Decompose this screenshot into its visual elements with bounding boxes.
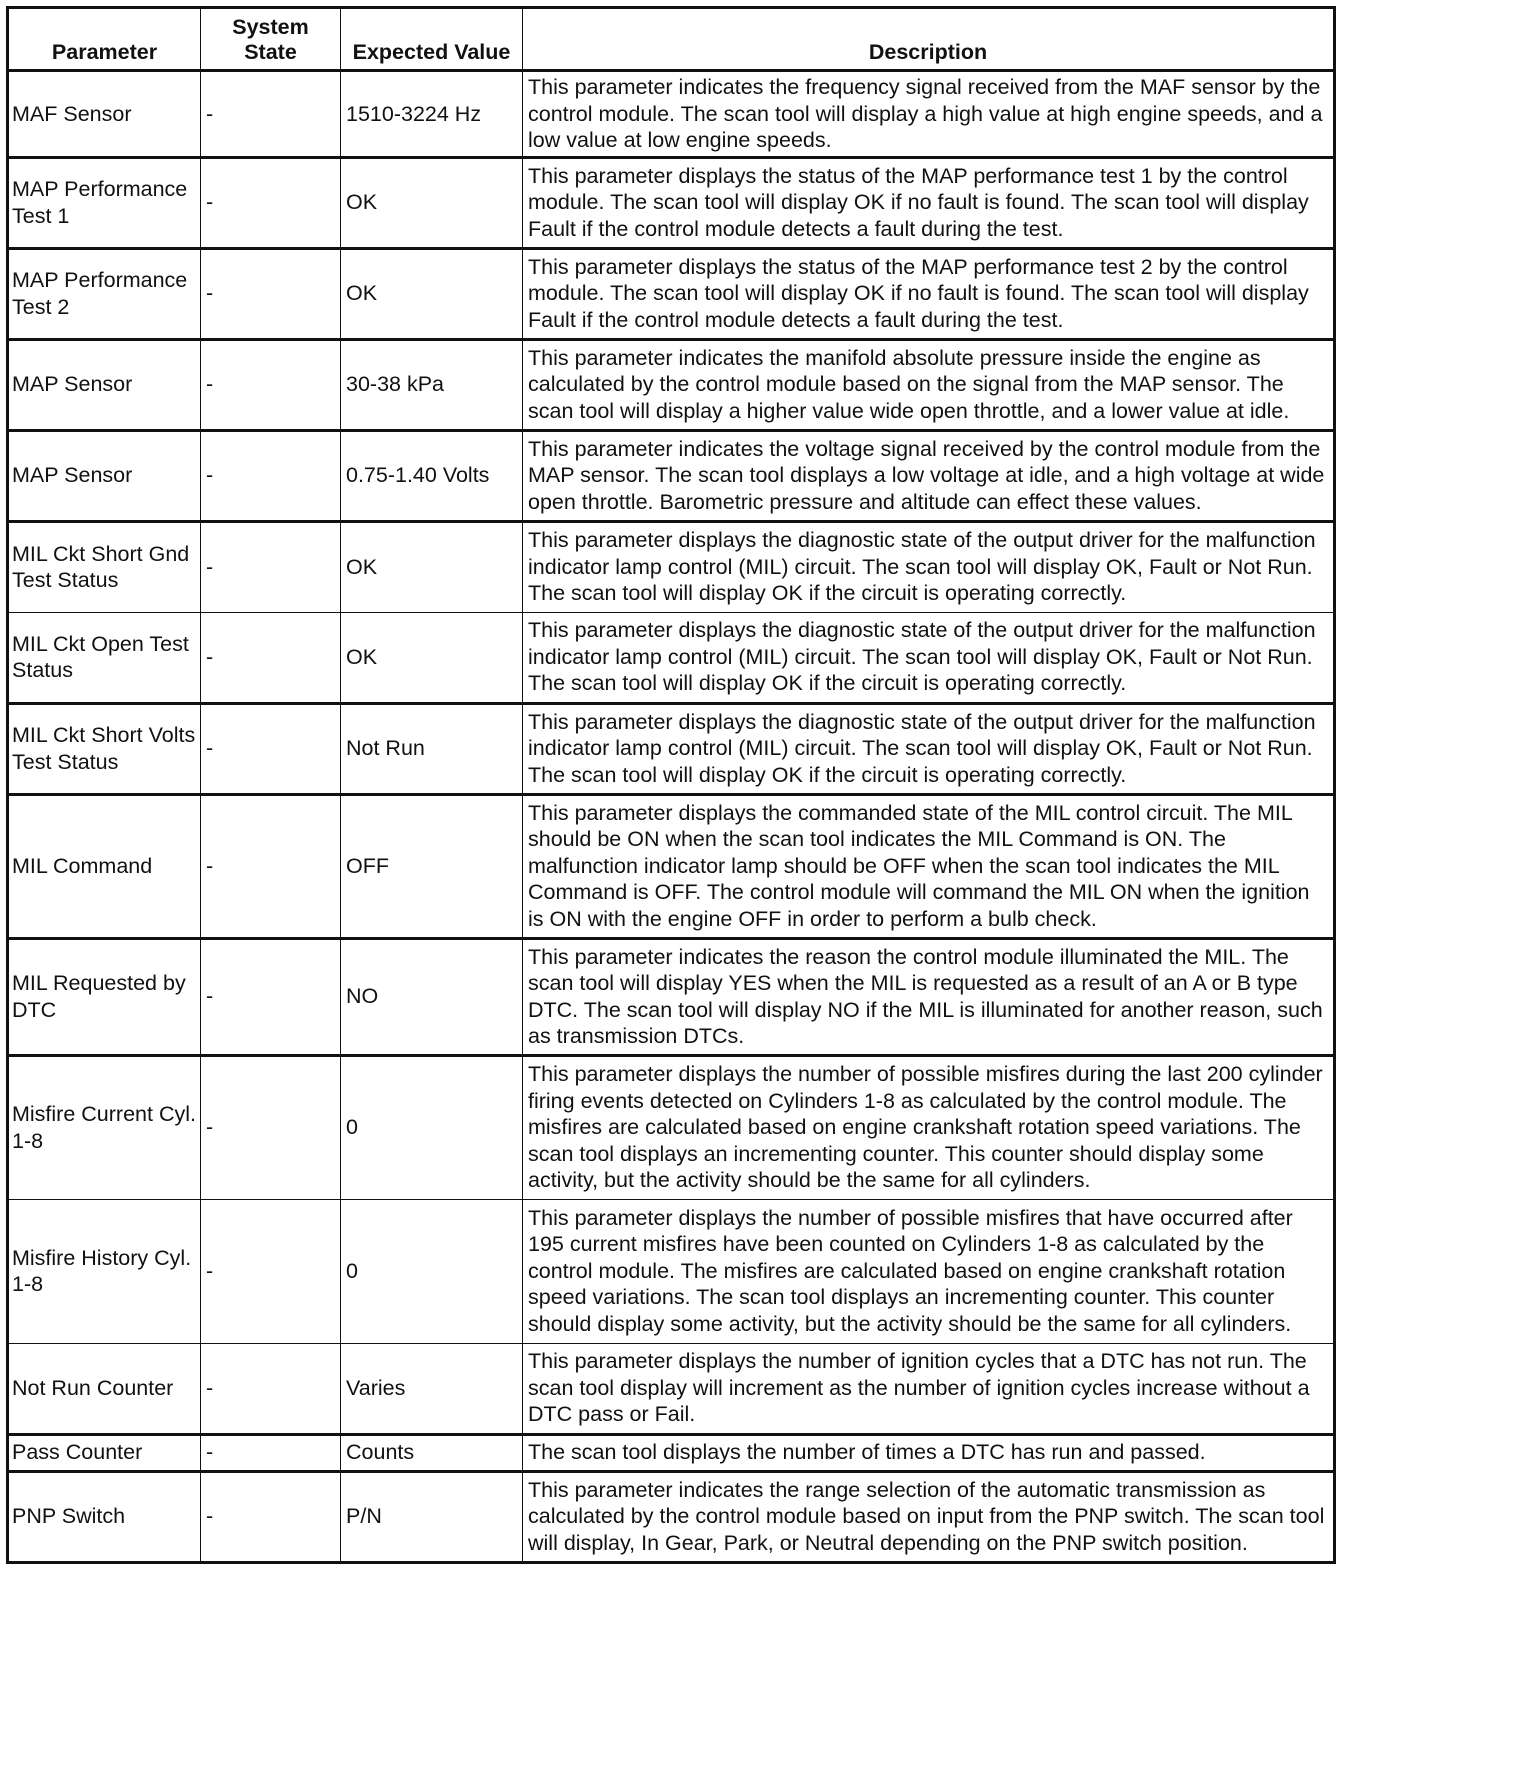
table-row [8, 430, 1335, 521]
parameter-table [6, 6, 1336, 1564]
expected-value-cell: Varies [341, 1343, 523, 1434]
parameter-cell: MIL Ckt Short Volts Test Status [8, 703, 201, 794]
expected-value-cell: 0 [341, 1199, 523, 1343]
table-row [8, 794, 1335, 938]
system-state-cell: - [201, 1055, 341, 1199]
table-row [8, 1199, 1335, 1343]
expected-value-cell: Counts [341, 1434, 523, 1471]
table-row [8, 248, 1335, 339]
description-cell: This parameter displays the diagnostic state of the output driver for the malfunction indicator lamp control (MIL) circuit. The scan tool will display OK, Fault or Not Run. The scan tool will display OK if the circuit is operating correctly. [523, 703, 1335, 794]
header-expected-value: Expected Value [341, 8, 523, 71]
header-parameter: Parameter [8, 8, 201, 71]
expected-value-cell: OK [341, 521, 523, 612]
expected-value-cell: 30-38 kPa [341, 339, 523, 430]
description-cell: This parameter indicates the manifold absolute pressure inside the engine as calculated by the control module based on the signal from the MAP sensor. The scan tool will display a higher value wide open throttle, and a lower value at idle. [523, 339, 1335, 430]
expected-value-cell: 0.75-1.40 Volts [341, 430, 523, 521]
table-row [8, 1434, 1335, 1471]
description-cell: This parameter displays the number of ignition cycles that a DTC has not run. The scan tool display will increment as the number of ignition cycles increase without a DTC pass or Fail. [523, 1343, 1335, 1434]
expected-value-cell: 1510-3224 Hz [341, 71, 523, 158]
system-state-cell: - [201, 339, 341, 430]
table-row [8, 157, 1335, 248]
expected-value-cell: OK [341, 248, 523, 339]
parameter-cell: MIL Ckt Short Gnd Test Status [8, 521, 201, 612]
parameter-cell: MIL Ckt Open Test Status [8, 612, 201, 703]
expected-value-cell: P/N [341, 1471, 523, 1562]
table-row [8, 1055, 1335, 1199]
system-state-cell: - [201, 71, 341, 158]
system-state-cell: - [201, 1434, 341, 1471]
header-row [8, 8, 1335, 71]
table-row [8, 703, 1335, 794]
header-system-state-label: System State [232, 15, 309, 64]
expected-value-cell: NO [341, 938, 523, 1055]
table-row [8, 339, 1335, 430]
parameter-cell: Misfire Current Cyl. 1-8 [8, 1055, 201, 1199]
parameter-cell: Misfire History Cyl. 1-8 [8, 1199, 201, 1343]
table-row [8, 1471, 1335, 1562]
system-state-cell: - [201, 794, 341, 938]
parameter-cell: MAP Sensor [8, 339, 201, 430]
system-state-cell: - [201, 612, 341, 703]
expected-value-cell: Not Run [341, 703, 523, 794]
system-state-cell: - [201, 1471, 341, 1562]
description-cell: This parameter displays the status of the MAP performance test 1 by the control module. The scan tool will display OK if no fault is found. The scan tool will display Fault if the control module detects a fault during the test. [523, 157, 1335, 248]
description-cell: This parameter displays the status of the MAP performance test 2 by the control module. The scan tool will display OK if no fault is found. The scan tool will display Fault if the control module detects a fault during the test. [523, 248, 1335, 339]
parameter-cell: MAP Performance Test 1 [8, 157, 201, 248]
table-row [8, 938, 1335, 1055]
description-cell: This parameter indicates the reason the control module illuminated the MIL. The scan tool will display YES when the MIL is requested as a result of an A or B type DTC. The scan tool will display NO if the MIL is illuminated for another reason, such as transmission DTCs. [523, 938, 1335, 1055]
parameter-cell: MAP Sensor [8, 430, 201, 521]
description-cell: This parameter indicates the frequency signal received from the MAF sensor by the control module. The scan tool will display a high value at high engine speeds, and a low value at low engine speeds. [523, 71, 1335, 158]
description-cell: This parameter indicates the range selection of the automatic transmission as calculated by the control module based on input from the PNP switch. The scan tool will display, In Gear, Park, or Neutral depending on the PNP switch position. [523, 1471, 1335, 1562]
description-cell: This parameter indicates the voltage signal received by the control module from the MAP sensor. The scan tool displays a low voltage at idle, and a high voltage at wide open throttle. Barometric pressure and altitude can effect these values. [523, 430, 1335, 521]
system-state-cell: - [201, 248, 341, 339]
system-state-cell: - [201, 157, 341, 248]
parameter-cell: MIL Command [8, 794, 201, 938]
system-state-cell: - [201, 703, 341, 794]
table-row [8, 612, 1335, 703]
system-state-cell: - [201, 1343, 341, 1434]
expected-value-cell: OK [341, 612, 523, 703]
table-row [8, 71, 1335, 158]
description-cell: This parameter displays the diagnostic state of the output driver for the malfunction indicator lamp control (MIL) circuit. The scan tool will display OK, Fault or Not Run. The scan tool will display OK if the circuit is operating correctly. [523, 612, 1335, 703]
parameter-cell: MAF Sensor [8, 71, 201, 158]
header-system-state [201, 8, 341, 71]
expected-value-cell: OFF [341, 794, 523, 938]
system-state-cell: - [201, 1199, 341, 1343]
expected-value-cell: 0 [341, 1055, 523, 1199]
description-cell: This parameter displays the number of possible misfires that have occurred after 195 current misfires have been counted on Cylinders 1-8 as calculated by the control module. The misfires are calculated based on engine crankshaft rotation speed variations. The scan tool displays an incrementing counter. This counter should display some activity, but the activity should be the same for all cylinders. [523, 1199, 1335, 1343]
description-cell: This parameter displays the diagnostic state of the output driver for the malfunction indicator lamp control (MIL) circuit. The scan tool will display OK, Fault or Not Run. The scan tool will display OK if the circuit is operating correctly. [523, 521, 1335, 612]
parameter-cell: MIL Requested by DTC [8, 938, 201, 1055]
expected-value-cell: OK [341, 157, 523, 248]
description-cell: The scan tool displays the number of times a DTC has run and passed. [523, 1434, 1335, 1471]
description-cell: This parameter displays the number of possible misfires during the last 200 cylinder firing events detected on Cylinders 1-8 as calculated by the control module. The misfires are calculated based on engine crankshaft rotation speed variations. The scan tool displays an incrementing counter. This counter should display some activity, but the activity should be the same for all cylinders. [523, 1055, 1335, 1199]
table-row [8, 1343, 1335, 1434]
system-state-cell: - [201, 938, 341, 1055]
table-row [8, 521, 1335, 612]
parameter-cell: PNP Switch [8, 1471, 201, 1562]
parameter-cell: Not Run Counter [8, 1343, 201, 1434]
description-cell: This parameter displays the commanded state of the MIL control circuit. The MIL should be ON when the scan tool indicates the MIL Command is ON. The malfunction indicator lamp should be OFF when the scan tool indicates the MIL Command is OFF. The control module will command the MIL ON when the ignition is ON with the engine OFF in order to perform a bulb check. [523, 794, 1335, 938]
system-state-cell: - [201, 521, 341, 612]
parameter-cell: Pass Counter [8, 1434, 201, 1471]
parameter-cell: MAP Performance Test 2 [8, 248, 201, 339]
system-state-cell: - [201, 430, 341, 521]
header-description: Description [523, 8, 1335, 71]
